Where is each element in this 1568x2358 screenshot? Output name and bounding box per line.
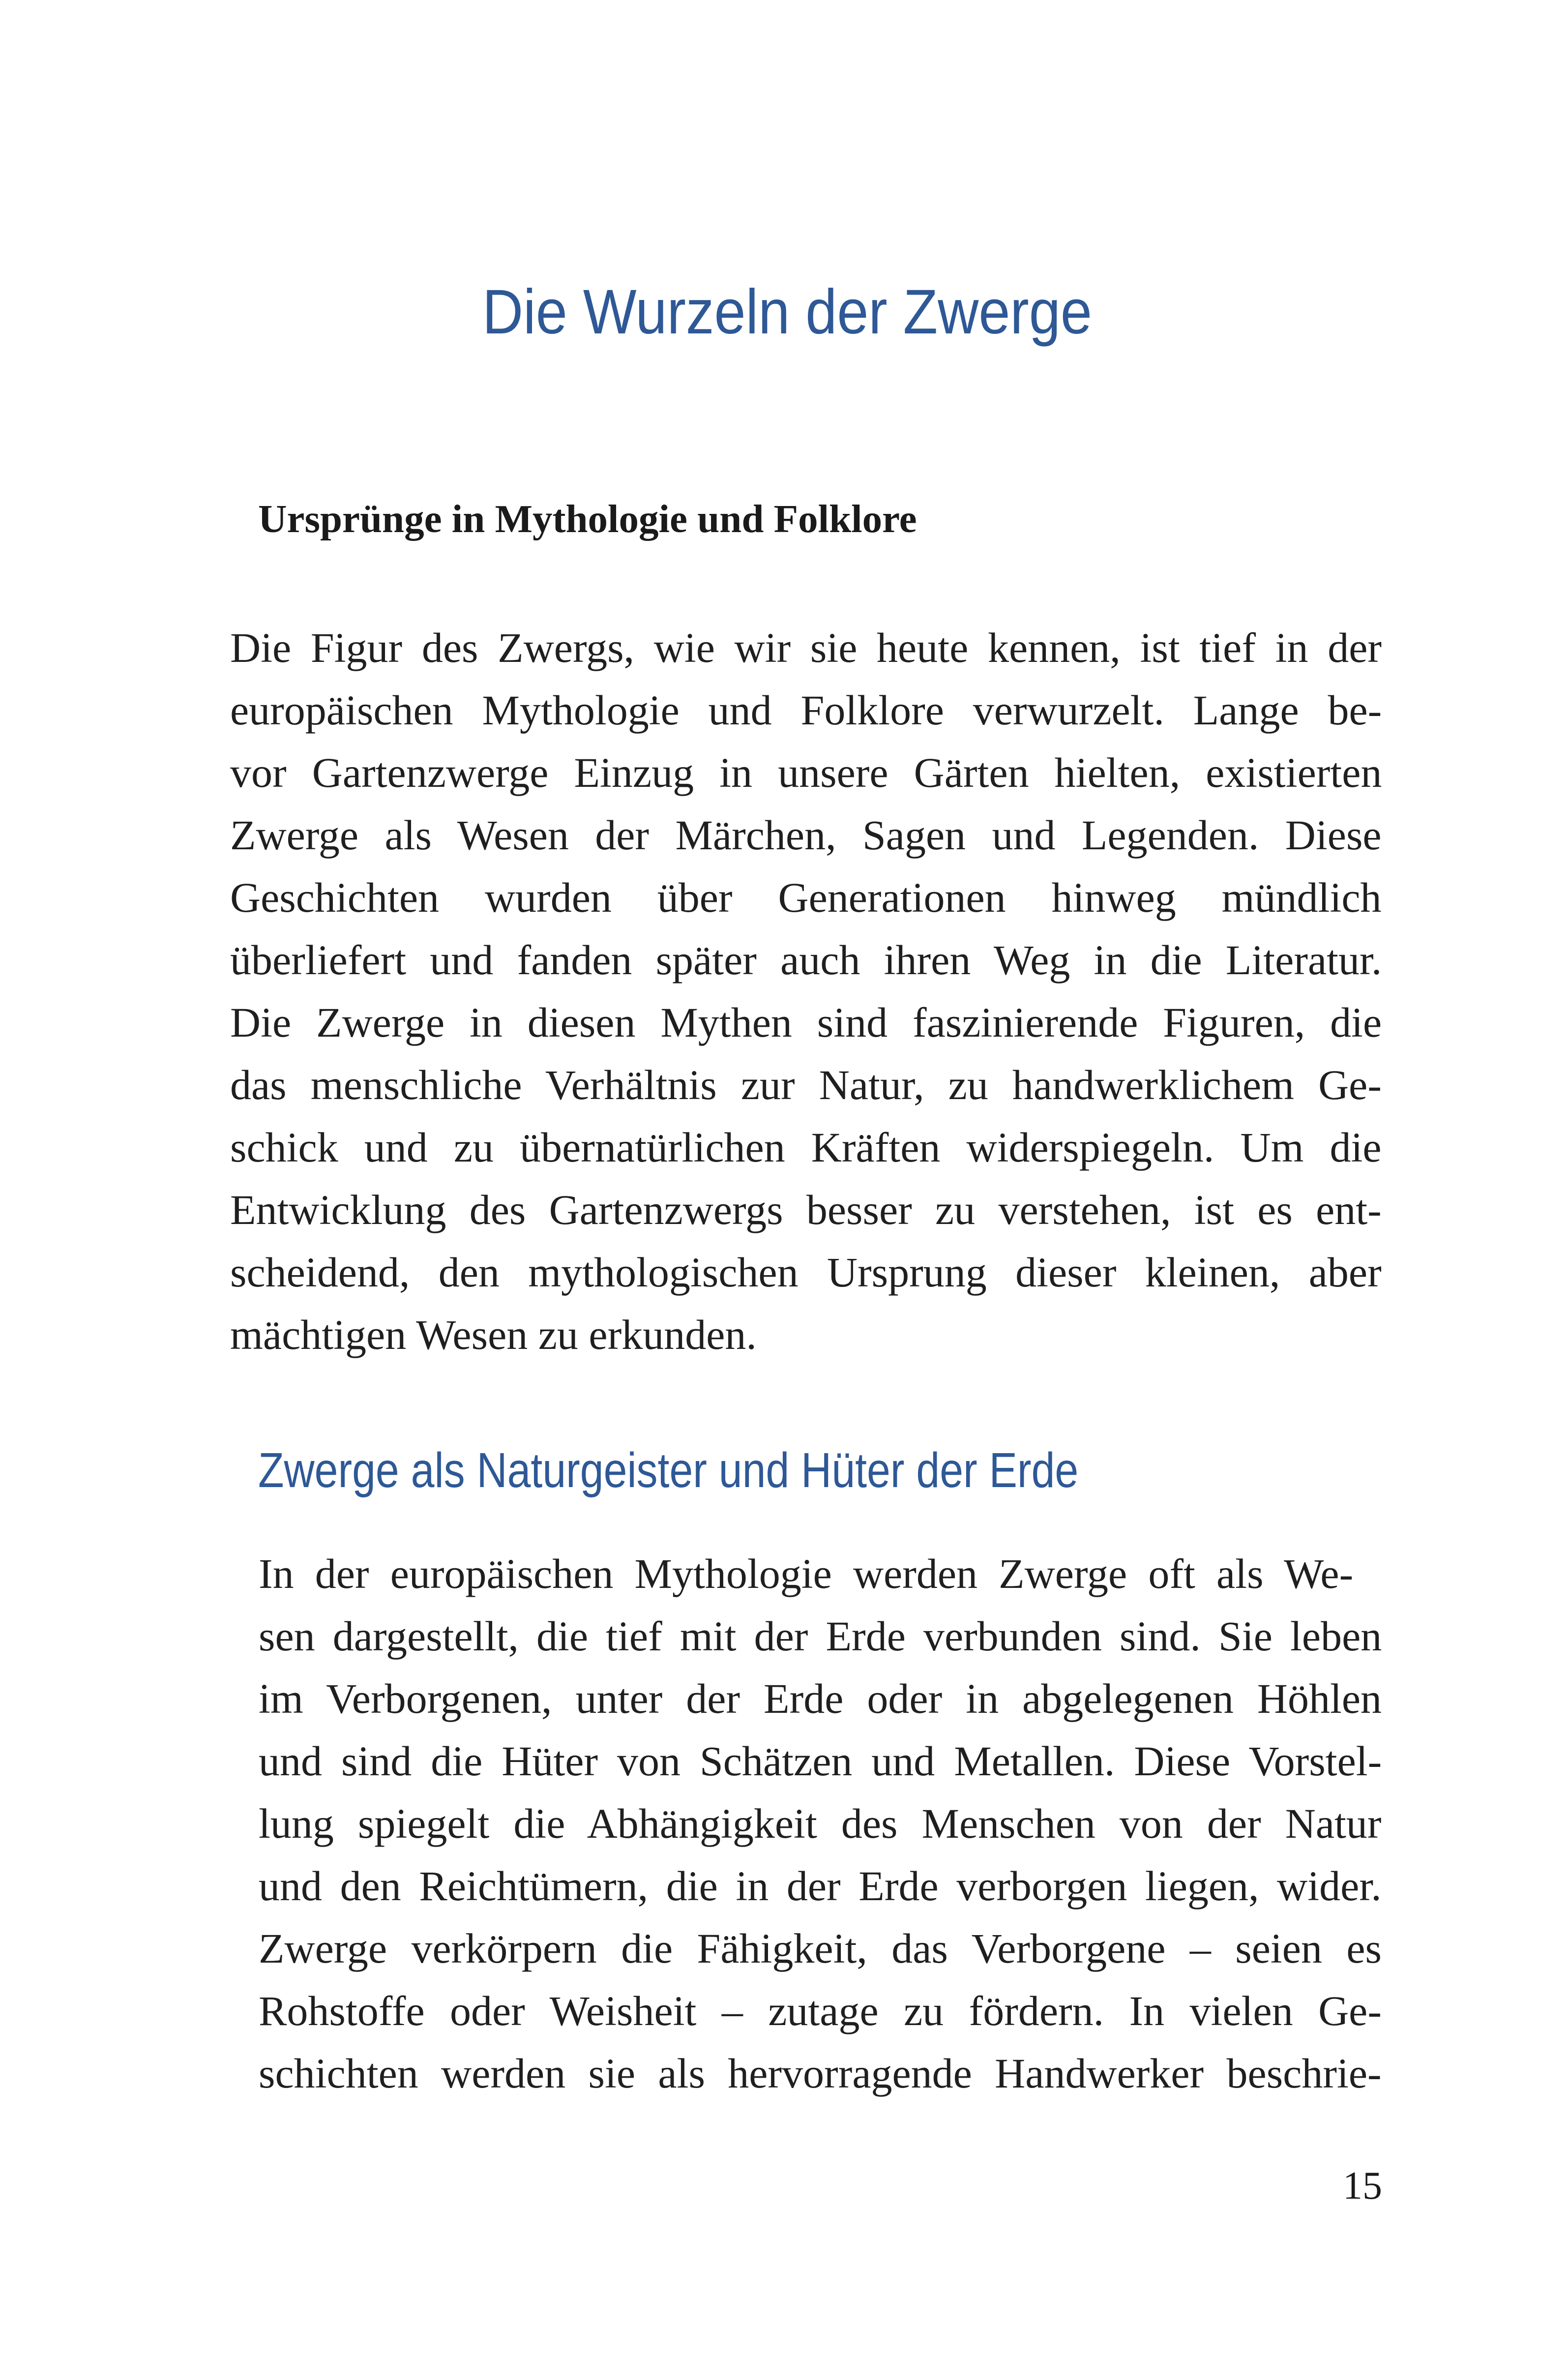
- section-heading-origins: Ursprünge in Mythologie und Folklore: [258, 497, 917, 541]
- text-line: das menschliche Verhältnis zur Natur, zu handwerklichem Ge-: [230, 1061, 1382, 1108]
- text-line: lung spiegelt die Abhängigkeit des Menschen von der Natur: [259, 1800, 1382, 1847]
- text-line: scheidend, den mythologischen Ursprung dieser kleinen, aber: [230, 1249, 1382, 1296]
- text-line: überliefert und fanden später auch ihren Weg in die Literatur.: [230, 936, 1382, 984]
- paragraph-origins: [230, 617, 1382, 1366]
- text-line: Zwerge als Wesen der Märchen, Sagen und Legenden. Diese: [230, 811, 1382, 859]
- text-line: In der europäischen Mythologie werden Zwerge oft als We-: [259, 1550, 1354, 1597]
- page-number: 15: [1343, 2164, 1382, 2208]
- text-line: schick und zu übernatürlichen Kräften widerspiegeln. Um die: [230, 1124, 1382, 1171]
- text-line: Zwerge verkörpern die Fähigkeit, das Verborgene – seien es: [259, 1925, 1382, 1972]
- paragraph-nature-spirits: [230, 1543, 1382, 2105]
- text-line: europäischen Mythologie und Folklore verwurzelt. Lange be-: [230, 687, 1382, 734]
- text-line: im Verborgenen, unter der Erde oder in abgelegenen Höhlen: [259, 1675, 1382, 1722]
- text-line: Geschichten wurden über Generationen hinweg mündlich: [230, 874, 1382, 921]
- text-line: Entwicklung des Gartenzwergs besser zu verstehen, ist es ent-: [230, 1186, 1382, 1233]
- text-line: Die Zwerge in diesen Mythen sind faszinierende Figuren, die: [230, 999, 1382, 1046]
- text-line: und den Reichtümern, die in der Erde verborgen liegen, wider.: [259, 1862, 1382, 1910]
- text-line: Rohstoffe oder Weisheit – zutage zu fördern. In vielen Ge-: [259, 1987, 1382, 2034]
- section-heading-nature-spirits: Zwerge als Naturgeister und Hüter der Erde: [258, 1443, 1079, 1498]
- text-line: mächtigen Wesen zu erkunden.: [230, 1311, 757, 1358]
- text-line: und sind die Hüter von Schätzen und Metallen. Diese Vorstel-: [259, 1737, 1382, 1785]
- text-line: Die Figur des Zwergs, wie wir sie heute kennen, ist tief in der: [230, 624, 1382, 671]
- text-line: sen dargestellt, die tief mit der Erde verbunden sind. Sie leben: [259, 1612, 1382, 1660]
- text-line: schichten werden sie als hervorragende Handwerker beschrie-: [259, 2050, 1382, 2097]
- text-line: vor Gartenzwerge Einzug in unsere Gärten hielten, existierten: [230, 749, 1382, 796]
- chapter-title: Die Wurzeln der Zwerge: [482, 277, 1092, 347]
